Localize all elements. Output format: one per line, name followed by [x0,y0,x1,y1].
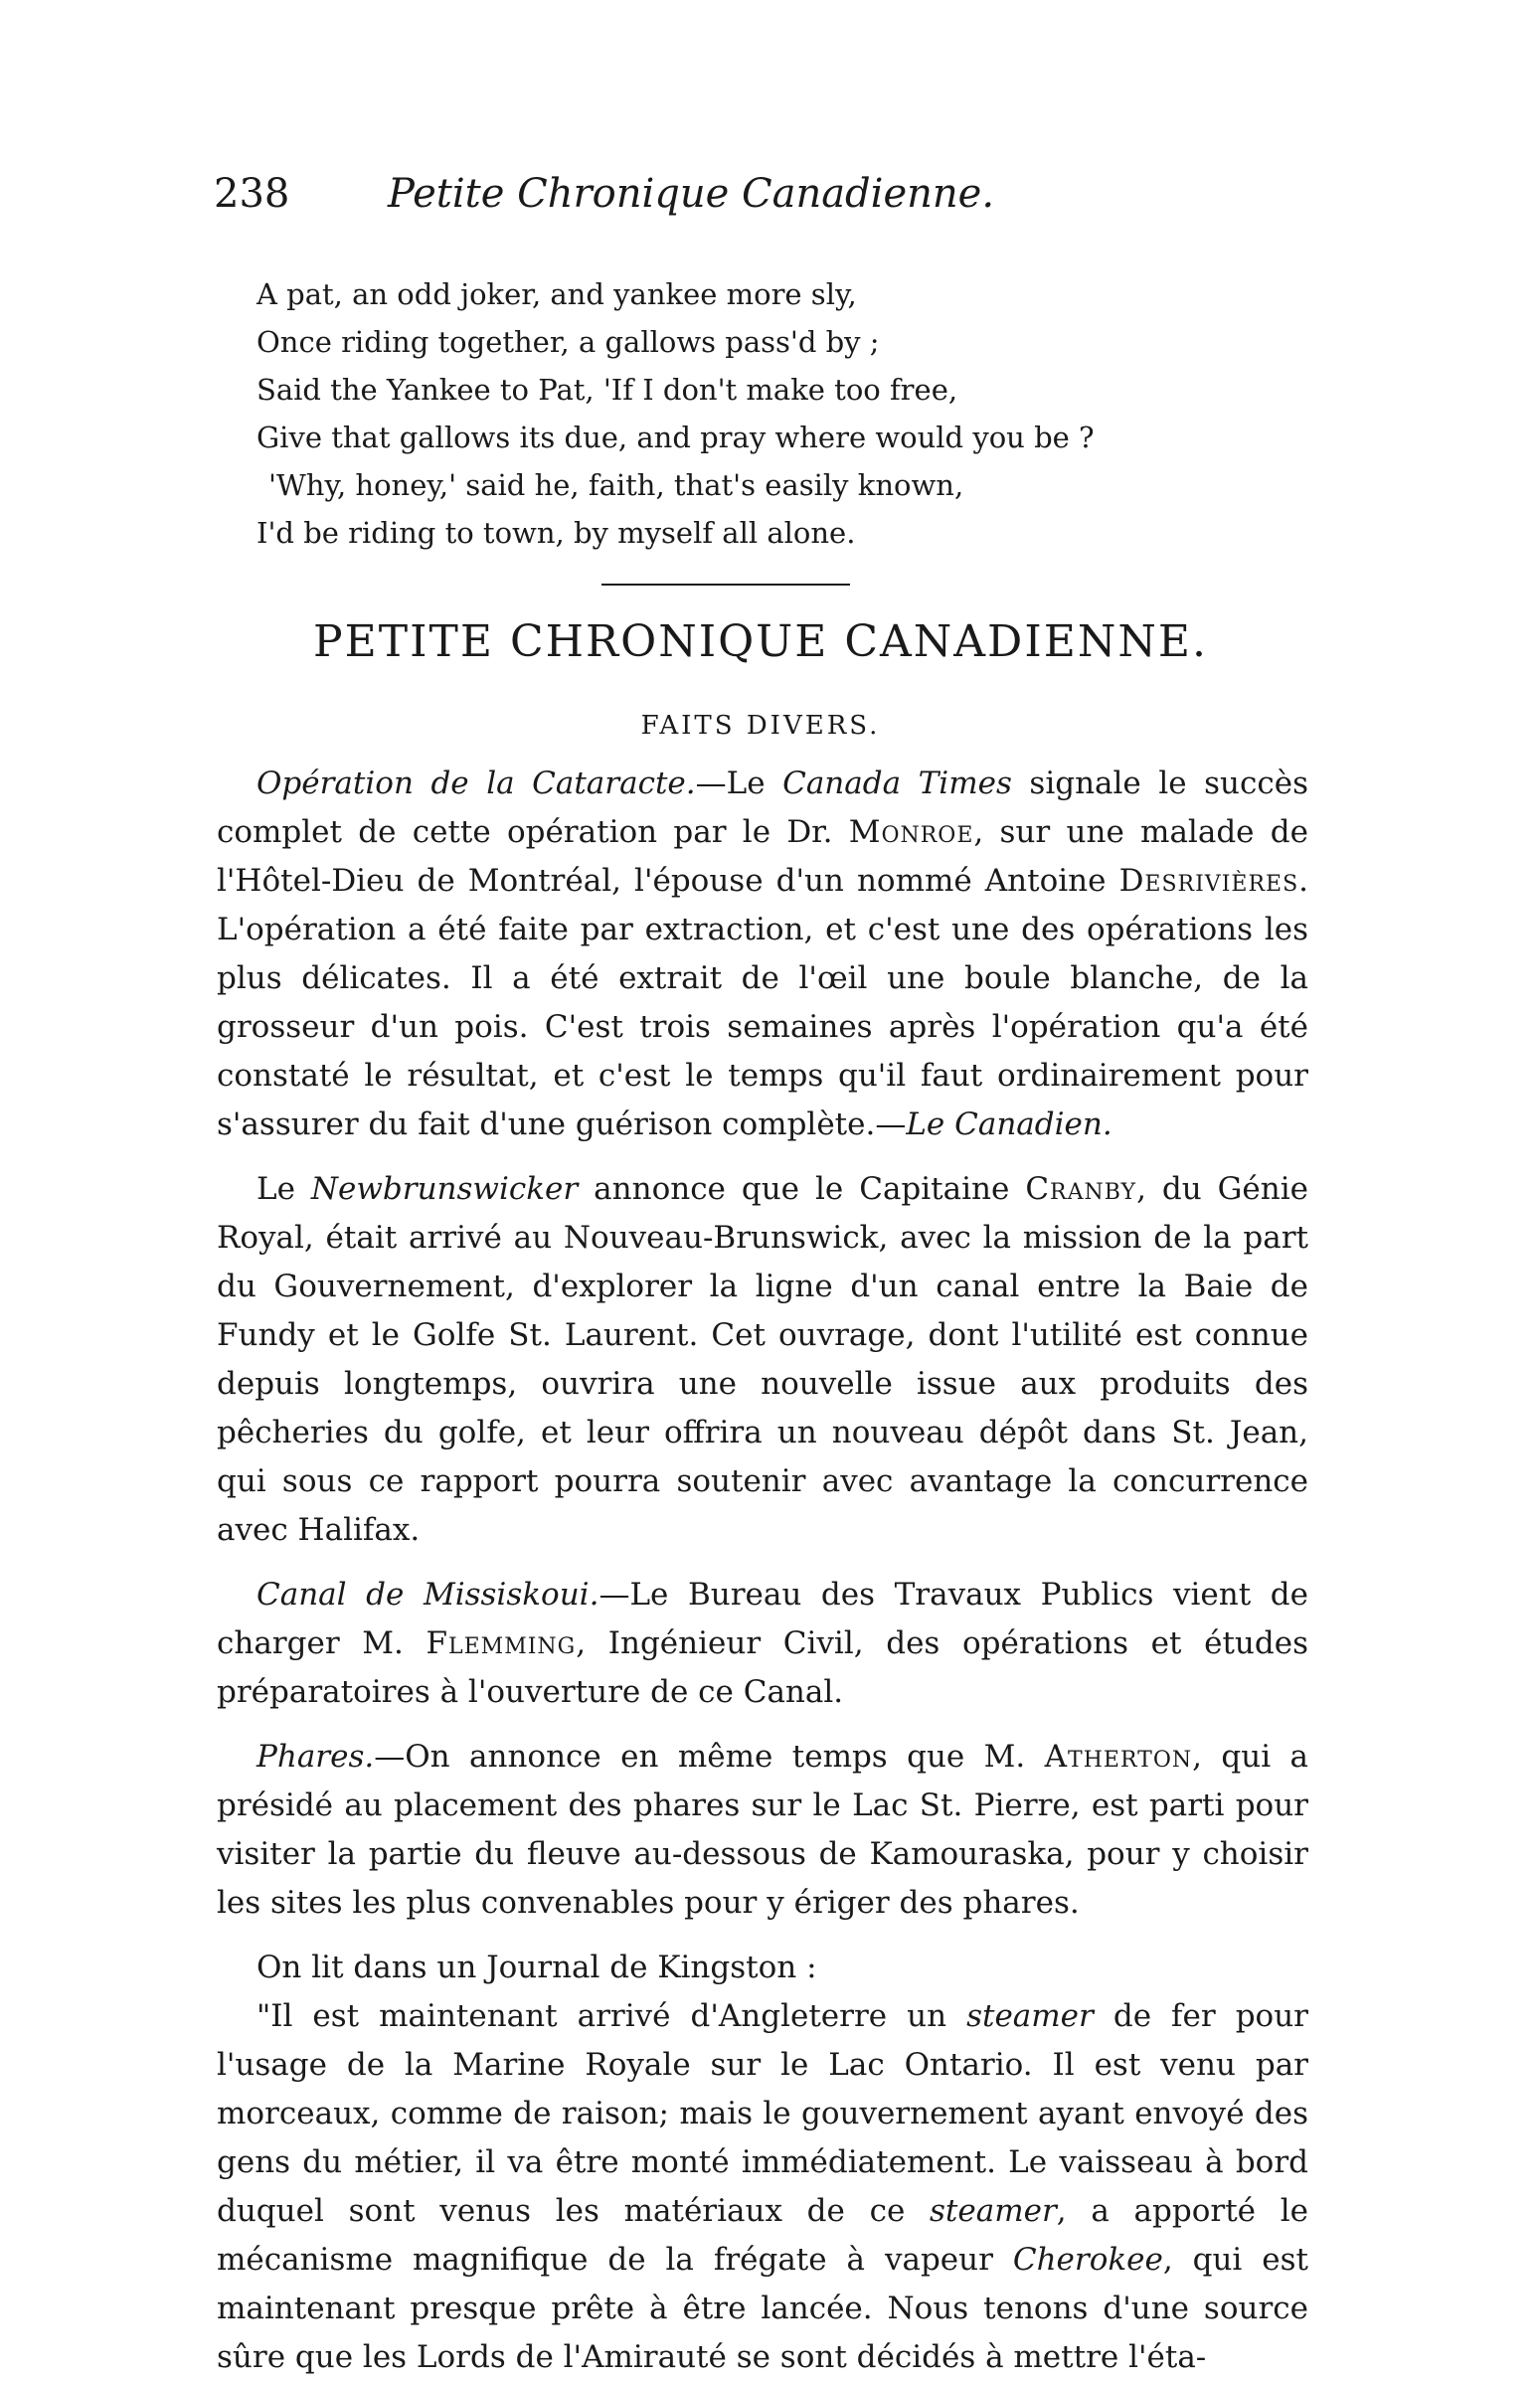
heading-missiskoui: Canal de Missiskoui. [257,1577,599,1613]
person-name: Desrivières [1118,863,1299,899]
newspaper-name: Newbrunswicker [310,1171,579,1207]
section-title: PETITE CHRONIQUE CANADIENNE. [313,616,1208,667]
text: , du Génie Royal, était arrivé au Nouveau-Brunswick, avec la mission de la part du Gouvernement, d'explorer la ligne d'un canal entre la Baie de Fundy et le Golfe St. Laurent. Cet ouvrage, dont l'utilité est connue depuis longtemps, ouvrira une nouvelle issue aux produits des pêcheries du golfe, et leur offrira un nouveau dépôt dans St. Jean, qui sous ce rapport pourra soutenir avec avantage la concurrence avec Halifax. [217,1171,1308,1548]
text: , qui a présidé au placement des phares sur le Lac St. Pierre, est parti pour visiter la partie du fleuve au-dessous de Kamouraska, pour y choisir les sites les plus convenables pour y ériger des phares. [217,1739,1308,1921]
text: , sur une malade de l'Hôtel-Dieu de Montréal, l'épouse d'un nommé Antoine [217,814,1308,899]
text: , a apporté le mécanisme magnifique de la frégate à vapeur [217,2193,1308,2278]
text: de fer pour l'usage de la Marine Royale sur le Lac Ontario. Il est venu par morceaux, comme de raison; mais le gouvernement ayant envoyé des gens du métier, il va être monté immédiatement. Le vaisseau à bord duquel sont venus les matériaux de ce [217,1998,1308,2229]
article-body [217,760,1308,2382]
ship-name: Cherokee [1012,2242,1163,2278]
italic-word: steamer [966,1998,1094,2034]
person-name: Monroe [848,814,974,850]
poem-line: Once riding together, a gallows pass'd by ; [257,325,880,359]
heading-phares: Phares. [257,1739,375,1775]
text: —On annonce en même temps que M. [374,1739,1045,1775]
page-header [214,171,1307,231]
paragraph-cataracte [217,760,1308,1149]
text: , Ingénieur Civil, des opérations et études préparatoires à l'ouverture de ce Canal. [217,1625,1308,1710]
poem-line: 'Why, honey,' said he, faith, that's easily known, [268,468,964,502]
newspaper-name: Canada Times [782,766,1012,801]
section-divider [601,584,850,586]
italic-word: steamer [930,2193,1057,2229]
person-name: Cranby [1025,1171,1137,1207]
paragraph-phares [217,1733,1308,1928]
paragraph-missiskoui [217,1571,1308,1717]
poem-line: A pat, an odd joker, and yankee more sly, [257,277,857,311]
text: , qui est maintenant presque prête à être lancée. Nous tenons d'une source sûre que les Lords de l'Amirauté se sont décidés à mettre l'éta- [217,2242,1308,2375]
text: —Le Bureau des Travaux Publics vient de charger M. [217,1577,1308,1661]
text: "Il est maintenant arrivé d'Angleterre un [257,1998,967,2034]
text: signale le succès complet de cette opération par le Dr. [217,766,1308,850]
text: Le [257,1171,311,1207]
heading-cataracte: Opération de la Cataracte. [257,766,696,801]
paragraph-kingston-intro: On lit dans un Journal de Kingston : [257,1950,817,1985]
source-citation: Le Canadien. [906,1106,1112,1142]
person-name: Flemming [426,1625,577,1661]
paragraph-newbrunswicker [217,1165,1308,1555]
subsection-title: FAITS DIVERS. [640,711,881,741]
person-name: Atherton [1044,1739,1193,1775]
poem [257,270,1350,557]
paragraph-kingston [217,1992,1308,2382]
running-title: Petite Chronique Canadienne. [388,171,995,217]
page-number: 238 [214,171,290,217]
text: annonce que le Capitaine [578,1171,1026,1207]
text: —Le [695,766,783,801]
text: . L'opération a été faite par extraction, et c'est une des opérations les plus délicates. Il a été extrait de l'œil une boule blanche, de la grosseur d'un pois. C'est trois semaines après l'opération qu'a été constaté le résultat, et c'est le temps qu'il faut ordinairement pour s'assurer du fait d'une guérison complète.— [217,863,1308,1142]
poem-line: Give that gallows its due, and pray where would you be ? [257,421,1095,454]
poem-line: Said the Yankee to Pat, 'If I don't make too free, [257,373,958,407]
poem-line: I'd be riding to town, by myself all alone. [257,516,856,550]
